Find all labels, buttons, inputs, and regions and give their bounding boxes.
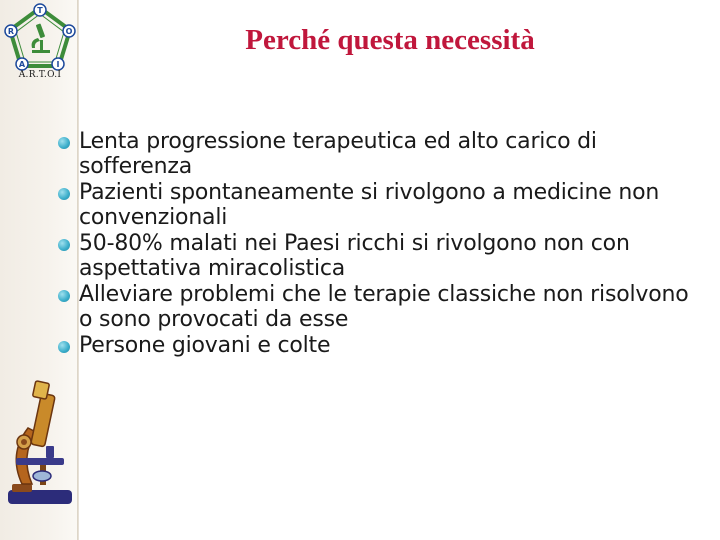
- logo-letter-o: O: [65, 27, 73, 36]
- bullet-item: [58, 334, 708, 359]
- logo-letter-a: A: [18, 60, 26, 69]
- bullet-dot-icon: [58, 188, 70, 200]
- slide-title: Perché questa necessità: [245, 24, 535, 56]
- bullet-dot-icon: [58, 290, 70, 302]
- bullet-dot-icon: [58, 137, 70, 149]
- logo-letter-t: T: [37, 6, 43, 15]
- bullet-text: Persone giovani e colte: [79, 333, 331, 358]
- logo-caption: A.R.T.O.I: [18, 70, 62, 80]
- bullet-dot-icon: [58, 239, 70, 251]
- bullet-text: Pazienti spontaneamente si rivolgono a medicine non convenzionali: [79, 180, 660, 230]
- bullet-text: Lenta progressione terapeutica ed alto carico di sofferenza: [79, 129, 597, 179]
- bullet-item: [58, 130, 708, 179]
- bullet-item: [58, 232, 708, 281]
- bullet-list: [58, 130, 708, 361]
- logo-letter-i: I: [56, 60, 60, 69]
- microscope-icon: [2, 372, 78, 512]
- bullet-text: Alleviare problemi che le terapie classiche non risolvono o sono provocati da esse: [79, 282, 689, 332]
- bullet-dot-icon: [58, 341, 70, 353]
- bullet-text: 50-80% malati nei Paesi ricchi si rivolgono non con aspettativa miracolistica: [79, 231, 630, 281]
- microscope-illustration: [2, 372, 78, 512]
- logo-letter-r: R: [7, 27, 15, 36]
- bullet-item: [58, 283, 708, 332]
- bullet-item: [58, 181, 708, 230]
